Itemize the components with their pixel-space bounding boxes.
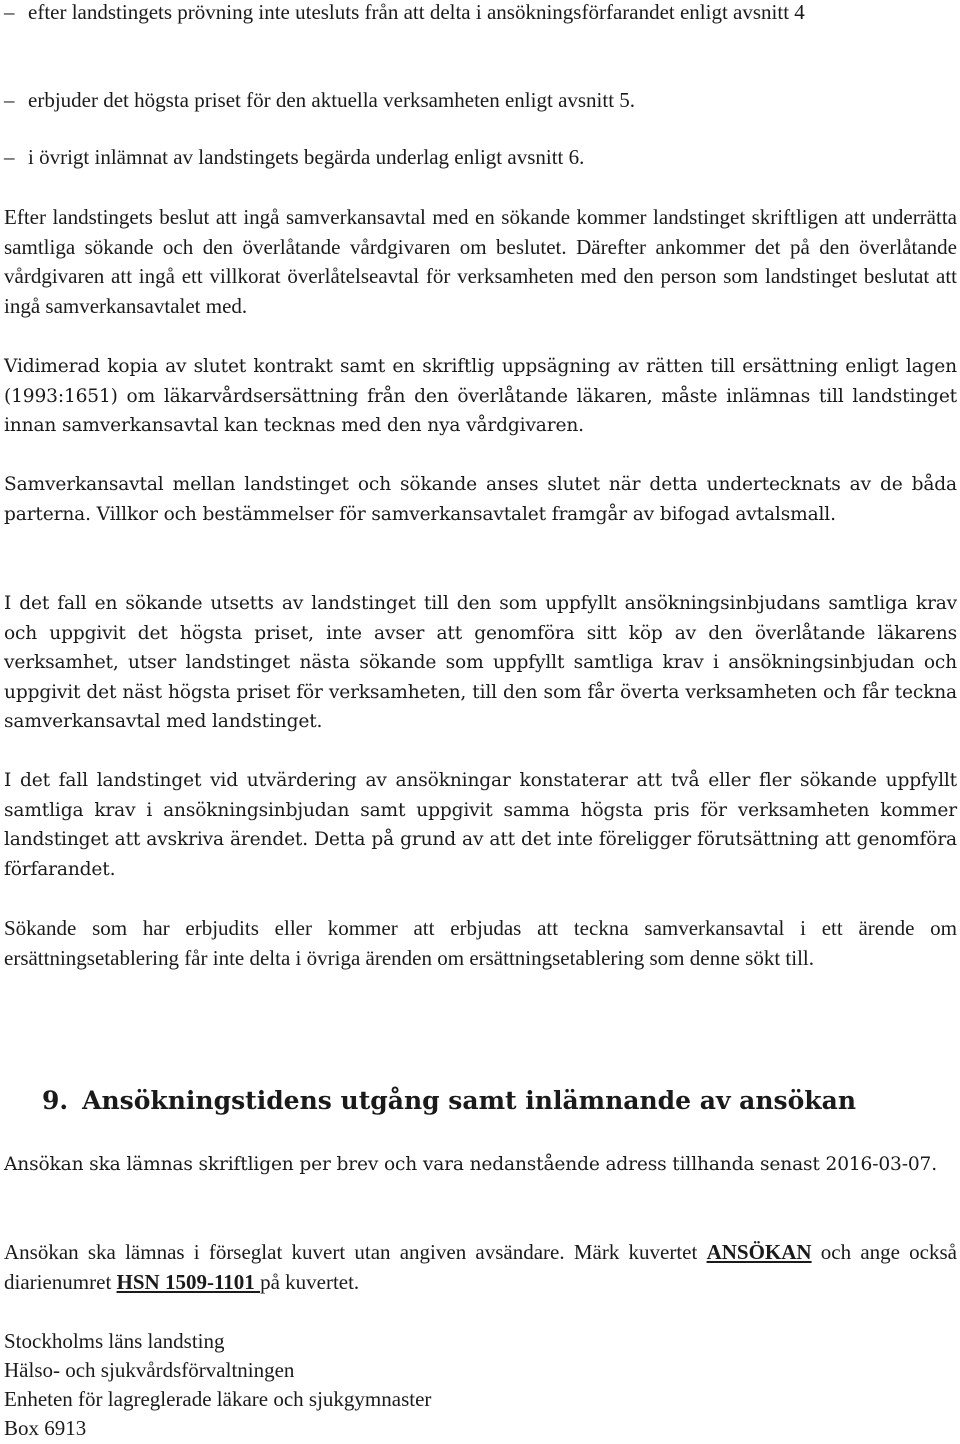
section-number: 9. [42, 1086, 69, 1115]
address-line: Box 6913 [4, 1416, 87, 1440]
list-item-text: efter landstingets prövning inte utesluts från att delta i ansökningsförfarandet enligt avsnitt 4 [28, 0, 805, 24]
paragraph-envelope [4, 1238, 957, 1297]
dash-bullet: – [4, 145, 15, 169]
envelope-text-b: och ange också diarienumret [4, 1240, 957, 1294]
paragraph-next-applicant: I det fall en sökande utsetts av landstinget till den som uppfyllt ansökningsinbjudans samtliga krav och uppgivit det högsta priset, inte avser att genomföra sitt köp av den överlåtande läkarens verksamhet, utser landstinget nästa sökande som uppfyllt samtliga krav i ansökningsinbjudan och uppgivit det näst högsta priset för verksamheten, till den som får överta verksamheten och får teckna samverkansavtal med landstinget. [4, 593, 957, 732]
diarienummer: HSN 1509-1101 [116, 1269, 261, 1294]
list-item [4, 86, 957, 115]
list-item [4, 143, 957, 172]
envelope-text-c: på kuvertet. [260, 1269, 360, 1294]
list-item [4, 0, 957, 27]
list-item-text: erbjuder det högsta priset för den aktuella verksamheten enligt avsnitt 5. [28, 88, 636, 112]
paragraph-other-cases: Sökande som har erbjudits eller kommer att erbjudas att teckna samverkansavtal i ett ärende om ersättningsetablering får inte delta i övriga ärenden om ersättningsetablering som denne sökt till. [4, 916, 957, 970]
envelope-mark: ANSÖKAN [706, 1240, 812, 1264]
paragraph-deadline: Ansökan ska lämnas skriftligen per brev och vara nedanstående adress tillhanda senast 2016-03-07. [4, 1154, 937, 1175]
envelope-text-a: Ansökan ska lämnas i förseglat kuvert utan angiven avsändare. Märk kuvertet [4, 1240, 707, 1264]
section-heading [42, 1086, 856, 1115]
paragraph-equal-price: I det fall landstinget vid utvärdering av ansökningar konstaterar att två eller fler sökande uppfyllt samtliga krav i ansökningsinbjudan samt uppgivit samma högsta pris för verksamheten kommer landstinget att avskriva ärendet. Detta på grund av att det inte föreligger förutsättning att genomföra förfarandet. [4, 770, 957, 880]
dash-bullet: – [4, 0, 15, 24]
list-item-text: i övrigt inlämnat av landstingets begärda underlag enligt avsnitt 6. [28, 145, 585, 169]
paragraph-award-notification: Efter landstingets beslut att ingå samverkansavtal med en sökande kommer landstinget skriftligen att underrätta samtliga sökande och den överlåtande vårdgivaren om beslutet. Därefter ankommer det på den överlåtande vårdgivaren att ingå ett villkorat överlåtelseavtal för verksamheten med den person som landstinget beslutat att ingå samverkansavtalet med. [4, 205, 957, 318]
paragraph-agreement-concluded: Samverkansavtal mellan landstinget och sökande anses slutet när detta undertecknats av de båda parterna. Villkor och bestämmelser för samverkansavtalet framgår av bifogad avtalsmall. [4, 474, 957, 525]
paragraph-certified-copy: Vidimerad kopia av slutet kontrakt samt en skriftlig uppsägning av rätten till ersättning enligt lagen (1993:1651) om läkarvårdsersättning från den överlåtande läkaren, måste inlämnas till landstinget innan samverkansavtal kan tecknas med den nya vårdgivaren. [4, 356, 957, 436]
address-line: Stockholms läns landsting [4, 1329, 225, 1353]
address-line: Hälso- och sjukvårdsförvaltningen [4, 1358, 295, 1382]
section-title: Ansökningstidens utgång samt inlämnande av ansökan [82, 1086, 856, 1115]
dash-bullet: – [4, 88, 15, 112]
address-line: Enheten för lagreglerade läkare och sjukgymnaster [4, 1387, 432, 1411]
